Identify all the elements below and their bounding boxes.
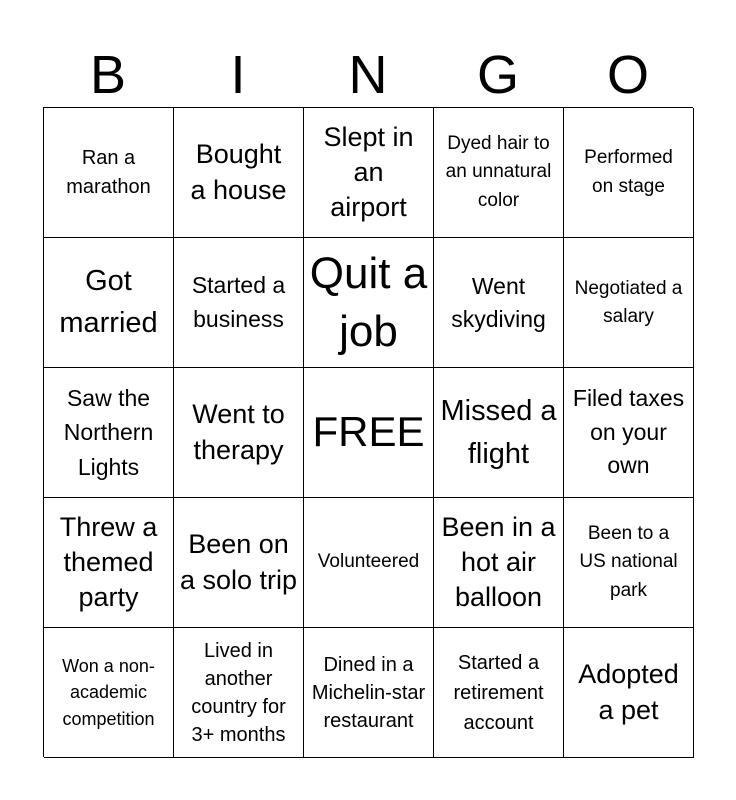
cell-text: Started a business — [191, 272, 286, 332]
bingo-cell[interactable] — [304, 628, 434, 758]
bingo-cell[interactable] — [44, 628, 174, 758]
bingo-cell[interactable] — [434, 108, 564, 238]
bingo-header — [43, 44, 693, 106]
cell-text: Saw the Northern Lights — [63, 384, 154, 480]
cell-text: Quit a job — [309, 249, 428, 356]
bingo-cell[interactable] — [174, 108, 304, 238]
bingo-cell[interactable] — [174, 628, 304, 758]
bingo-cell[interactable] — [564, 108, 694, 238]
bingo-cell[interactable] — [564, 238, 694, 368]
bingo-cell[interactable] — [564, 498, 694, 628]
cell-text: Volunteered — [317, 551, 420, 573]
free-space-label: FREE — [312, 408, 425, 456]
bingo-cell[interactable] — [564, 628, 694, 758]
cell-text: Slept in an airport — [323, 121, 414, 223]
cell-text: Got married — [59, 265, 158, 339]
cell-text: Been in a hot air balloon — [441, 511, 556, 613]
header-letter-o: O — [606, 45, 649, 105]
bingo-cell[interactable] — [434, 238, 564, 368]
cell-text: Ran a marathon — [66, 147, 151, 198]
bingo-cell[interactable] — [44, 108, 174, 238]
header-letter-i: I — [230, 45, 246, 105]
cell-text: Been to a US national park — [579, 522, 678, 601]
header-letter-g: G — [476, 45, 519, 105]
cell-text: Won a non-academic competition — [62, 656, 155, 729]
cell-text: Threw a themed party — [59, 511, 158, 613]
header-letter-b: B — [89, 45, 127, 105]
bingo-cell[interactable] — [44, 238, 174, 368]
bingo-cell[interactable] — [44, 498, 174, 628]
cell-text: Filed taxes on your own — [572, 385, 685, 479]
cell-text: Dyed hair to an unnatural color — [445, 132, 552, 211]
bingo-cell[interactable] — [304, 498, 434, 628]
bingo-cell[interactable] — [44, 368, 174, 498]
bingo-cell[interactable] — [174, 368, 304, 498]
bingo-board — [43, 107, 693, 757]
cell-text: Started a retirement account — [453, 651, 544, 734]
bingo-cell[interactable] — [434, 368, 564, 498]
bingo-cell[interactable] — [304, 108, 434, 238]
bingo-cell[interactable] — [304, 238, 434, 368]
bingo-cell[interactable] — [564, 368, 694, 498]
cell-text: Adopted a pet — [578, 659, 679, 725]
header-letter-n: N — [348, 45, 388, 105]
cell-text: Negotiated a salary — [574, 277, 683, 327]
cell-text: Dined in a Michelin-star restaurant — [311, 653, 426, 732]
cell-text: Bought a house — [190, 139, 287, 205]
cell-text: Been on a solo trip — [179, 529, 298, 595]
cell-text: Went to therapy — [192, 399, 285, 465]
bingo-cell[interactable] — [174, 238, 304, 368]
cell-text: Went skydiving — [451, 273, 546, 332]
bingo-cell[interactable] — [434, 498, 564, 628]
bingo-cell[interactable] — [174, 498, 304, 628]
cell-text: Missed a flight — [440, 395, 557, 470]
bingo-cell[interactable] — [434, 628, 564, 758]
cell-text: Lived in another country for 3+ months — [191, 639, 286, 746]
free-space-cell[interactable] — [304, 368, 434, 498]
cell-text: Performed on stage — [584, 147, 673, 197]
